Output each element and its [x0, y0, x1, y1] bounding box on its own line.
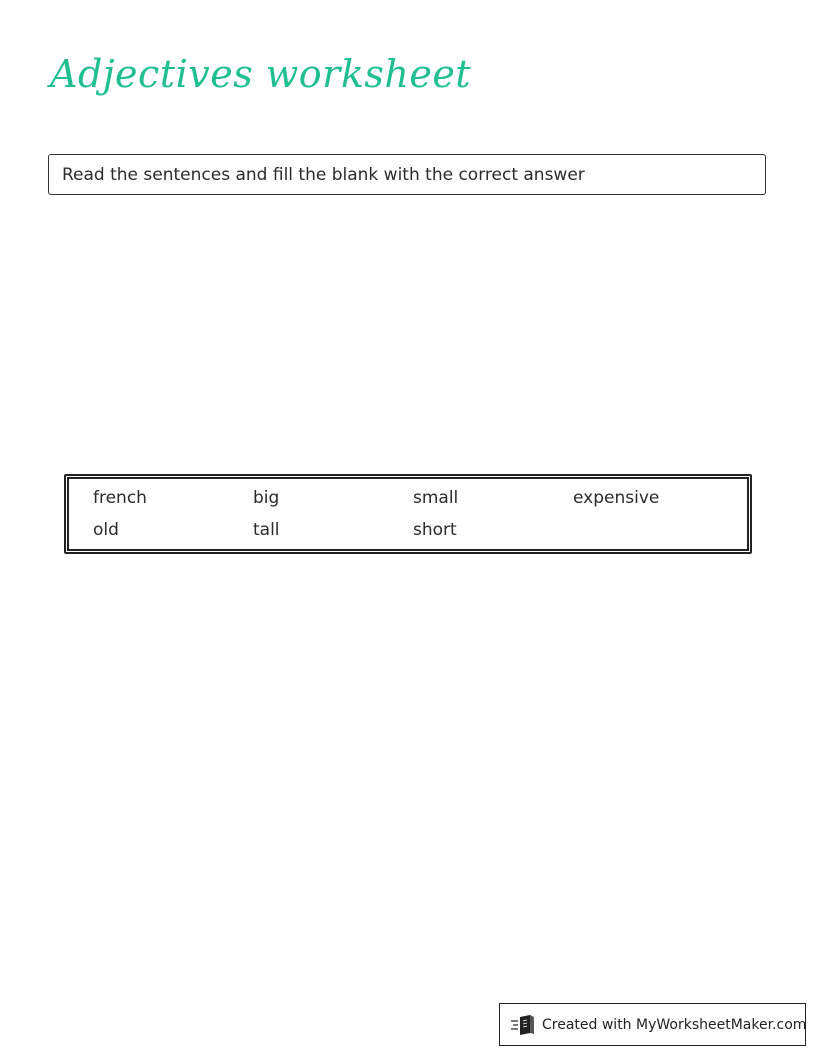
instructions-box	[48, 154, 766, 195]
book-icon	[510, 1014, 536, 1036]
word-bank	[64, 474, 752, 554]
word-bank-item: small	[413, 488, 459, 508]
worksheet-title: Adjectives worksheet	[50, 52, 472, 96]
word-bank-item: tall	[253, 520, 280, 540]
footer-credit-badge[interactable]	[499, 1003, 806, 1046]
word-bank-item: short	[413, 520, 457, 540]
word-bank-item: french	[93, 488, 147, 508]
word-bank-item: old	[93, 520, 119, 540]
word-bank-item: expensive	[573, 488, 660, 508]
instructions-text: Read the sentences and fill the blank with the correct answer	[62, 164, 585, 185]
word-bank-item: big	[253, 488, 280, 508]
footer-credit-text: Created with MyWorksheetMaker.com	[542, 1016, 807, 1033]
